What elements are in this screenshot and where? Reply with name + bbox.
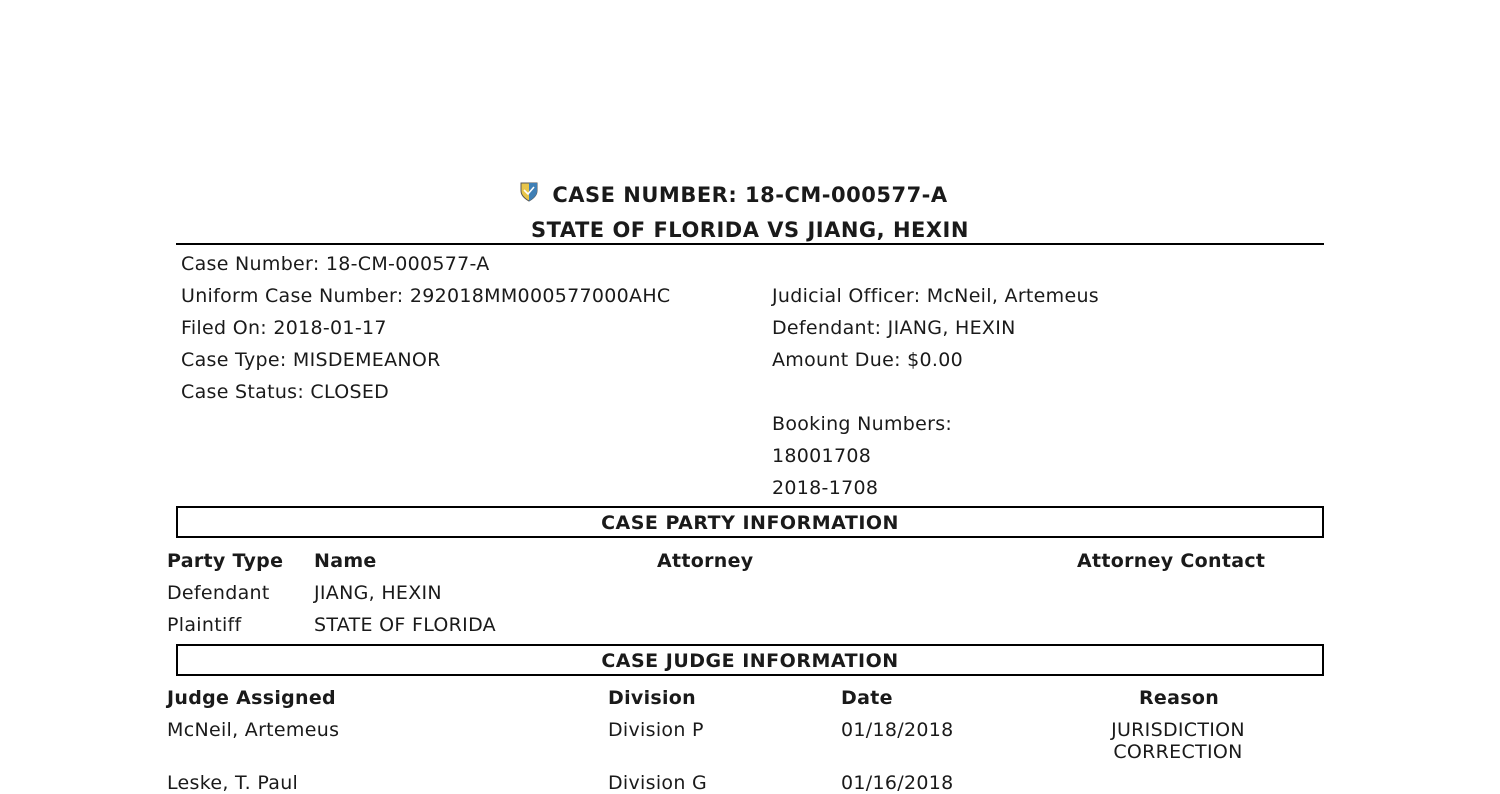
party-section-header: CASE PARTY INFORMATION bbox=[176, 506, 1324, 538]
column-header-reason: Reason bbox=[1139, 687, 1220, 709]
case-number-field: Case Number: 18-CM-000577-A bbox=[181, 253, 490, 275]
division-cell: Division P bbox=[608, 719, 704, 741]
party-type-cell: Defendant bbox=[167, 582, 270, 604]
column-header-party-type: Party Type bbox=[167, 550, 284, 572]
case-number-title: CASE NUMBER: 18-CM-000577-A bbox=[552, 183, 948, 207]
case-type-field: Case Type: MISDEMEANOR bbox=[181, 349, 441, 371]
case-status-field: Case Status: CLOSED bbox=[181, 381, 390, 403]
column-header-attorney-contact: Attorney Contact bbox=[1077, 550, 1266, 572]
case-title bbox=[0, 183, 1500, 207]
booking-numbers-label: Booking Numbers: bbox=[772, 413, 953, 435]
party-name-cell: STATE OF FLORIDA bbox=[314, 614, 496, 636]
filed-on-field: Filed On: 2018-01-17 bbox=[181, 317, 387, 339]
division-cell: Division G bbox=[608, 772, 708, 794]
column-header-date: Date bbox=[841, 687, 893, 709]
amount-due-field: Amount Due: $0.00 bbox=[772, 349, 963, 371]
party-type-cell: Plaintiff bbox=[167, 614, 242, 636]
judge-name-cell: McNeil, Artemeus bbox=[167, 719, 340, 741]
party-name-cell: JIANG, HEXIN bbox=[314, 582, 442, 604]
judicial-officer-field: Judicial Officer: McNeil, Artemeus bbox=[772, 285, 1100, 307]
column-header-judge-assigned: Judge Assigned bbox=[167, 687, 336, 709]
judge-section-header: CASE JUDGE INFORMATION bbox=[176, 644, 1324, 676]
header-divider bbox=[176, 243, 1324, 245]
reason-cell-line2: CORRECTION bbox=[1113, 741, 1243, 763]
judge-name-cell: Leske, T. Paul bbox=[167, 772, 299, 794]
reason-cell-line1: JURISDICTION bbox=[1111, 719, 1245, 741]
date-cell: 01/18/2018 bbox=[841, 719, 954, 741]
date-cell: 01/16/2018 bbox=[841, 772, 954, 794]
uniform-case-number-field: Uniform Case Number: 292018MM000577000AHC bbox=[181, 285, 671, 307]
defendant-field: Defendant: JIANG, HEXIN bbox=[772, 317, 1016, 339]
column-header-attorney: Attorney bbox=[657, 550, 754, 572]
booking-number-item: 2018-1708 bbox=[772, 477, 879, 499]
column-header-name: Name bbox=[314, 550, 377, 572]
case-subtitle: STATE OF FLORIDA VS JIANG, HEXIN bbox=[531, 218, 969, 242]
column-header-division: Division bbox=[608, 687, 696, 709]
shield-icon bbox=[519, 181, 539, 203]
booking-number-item: 18001708 bbox=[772, 445, 872, 467]
